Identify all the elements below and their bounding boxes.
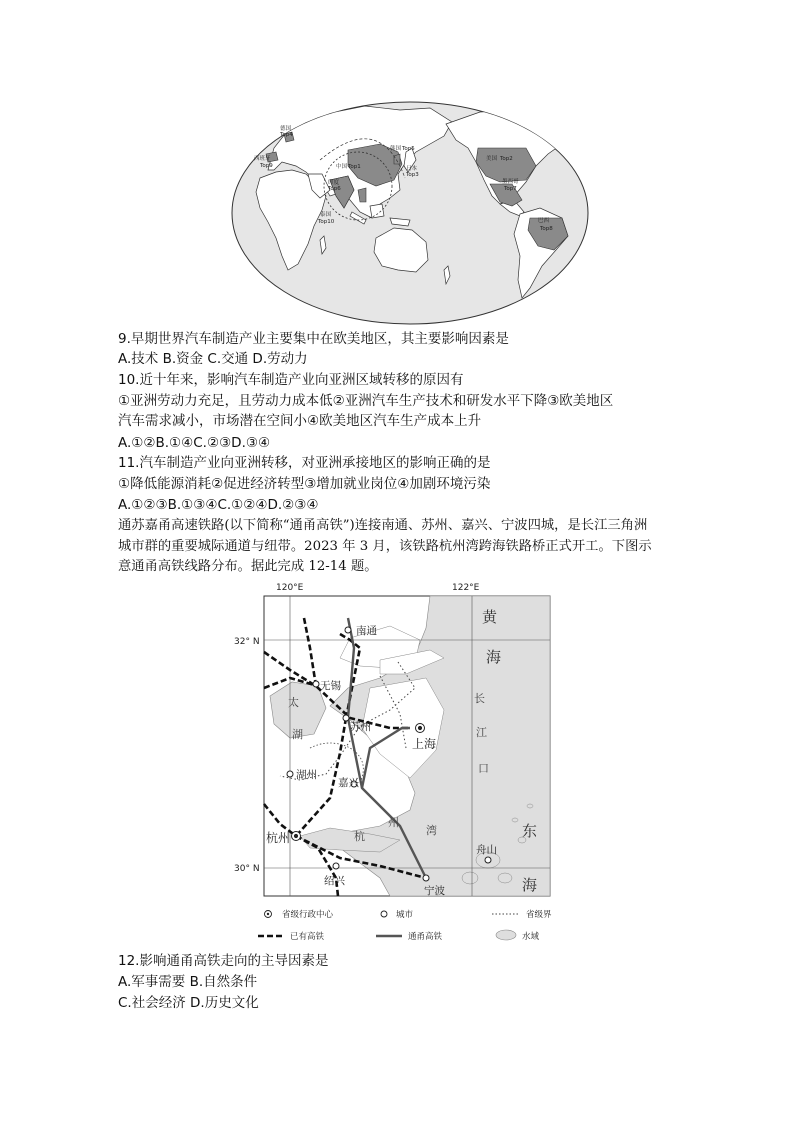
- nantong-marker: [345, 627, 351, 633]
- world-map: [230, 100, 590, 326]
- water-hang: 杭: [354, 830, 365, 843]
- water-tai: 太: [288, 696, 299, 709]
- label-spain: 西班牙: [254, 156, 271, 162]
- label-japan-rank: Top3: [406, 172, 419, 178]
- city-zhoushan: 舟山: [476, 844, 497, 856]
- label-india-rank: Top6: [328, 186, 341, 192]
- label-usa: 美国: [486, 156, 498, 162]
- label-thailand: 泰国: [320, 212, 332, 218]
- city-shaoxing: 绍兴: [324, 875, 345, 887]
- lon-122-label: 122°E: [452, 583, 480, 593]
- q12-stem: 12.影响通甬高铁走向的主导因素是: [118, 953, 329, 969]
- label-korea: 韩国: [390, 146, 402, 152]
- wuxi-marker: [313, 681, 319, 687]
- city-ningbo: 宁波: [424, 885, 445, 897]
- label-brazil-rank: Top8: [540, 226, 553, 232]
- q11-options: A.①②③B.①③④C.①②④D.②③④: [118, 497, 319, 513]
- water-wan: 湾: [426, 824, 437, 837]
- label-korea-rank: Top5: [402, 146, 415, 152]
- korea-shaded: [394, 154, 400, 164]
- suzhou-marker: [343, 715, 349, 721]
- water-dong: 东: [522, 822, 538, 840]
- city-shanghai: 上海: [412, 737, 437, 751]
- water-hai: 海: [486, 648, 502, 666]
- hangzhou-marker-inner: [294, 834, 297, 837]
- label-spain-rank: Top9: [260, 163, 273, 169]
- water-jiang: 江: [476, 726, 487, 739]
- huzhou-marker: [287, 771, 293, 777]
- water-chang: 长: [474, 692, 485, 705]
- water-hai2: 海: [522, 876, 538, 894]
- legend-city: 城市: [396, 910, 414, 920]
- q10-stem: 10.近十年来，影响汽车制造产业向亚洲区域转移的原因有: [118, 372, 464, 388]
- rail-map: [230, 578, 570, 946]
- legend: [258, 909, 552, 942]
- label-germany-rank: Top4: [280, 132, 293, 138]
- water-kou: 口: [478, 762, 489, 775]
- label-india: 印度: [328, 180, 340, 186]
- city-huzhou: 湖州: [296, 769, 317, 781]
- city-suzhou: 苏州: [350, 721, 371, 733]
- city-jiaxing: 嘉兴: [338, 777, 359, 789]
- passage-line3: 意通甬高铁线路分布。据此完成 12-14 题。: [118, 559, 378, 574]
- legend-boundary: 省级界: [526, 910, 552, 920]
- legend-water: 水域: [522, 932, 540, 942]
- city-wuxi: 无锡: [320, 680, 341, 692]
- label-mexico: 墨西哥: [502, 179, 519, 185]
- q10-line1: ①亚洲劳动力充足，且劳动力成本低②亚洲汽车生产技术和研发水平下降③欧美地区: [118, 393, 614, 409]
- legend-city-icon: [381, 911, 387, 917]
- q12-options2: C.社会经济 D.历史文化: [118, 995, 259, 1011]
- legend-water-icon: [496, 930, 516, 940]
- city-hangzhou: 杭州: [266, 831, 291, 845]
- shaoxing-marker: [333, 863, 339, 869]
- label-thailand-rank: Top10: [318, 219, 335, 225]
- borneo-landmass: [370, 204, 384, 218]
- q11-line1: ①降低能源消耗②促进经济转型③增加就业岗位④加剧环境污染: [118, 476, 491, 492]
- passage-line2: 城市群的重要城际通道与纽带。2023 年 3 月，该铁路杭州湾跨海铁路桥正式开工。下图示: [118, 539, 652, 554]
- label-mexico-rank: Top7: [504, 186, 517, 192]
- zhoushan-marker: [485, 857, 491, 863]
- water-hu: 湖: [292, 728, 303, 741]
- ningbo-marker: [423, 875, 429, 881]
- lon-120-label: 120°E: [276, 583, 304, 593]
- legend-existing-rail: 已有高铁: [290, 932, 325, 942]
- lat-30-label: 30° N: [234, 864, 260, 874]
- label-japan: 日本: [406, 166, 418, 172]
- legend-capital-dot: [267, 913, 269, 915]
- q10-line2: 汽车需求减小，市场潜在空间小④欧美地区汽车生产成本上升: [118, 413, 482, 429]
- passage-line1: 通苏嘉甬高速铁路(以下简称“通甬高铁”)连接南通、苏州、嘉兴、宁波四城，是长江三角洲: [118, 518, 648, 533]
- q11-stem: 11.汽车制造产业向亚洲转移，对亚洲承接地区的影响正确的是: [118, 455, 491, 471]
- legend-capital: 省级行政中心: [282, 910, 334, 920]
- label-china: 中国: [336, 164, 348, 170]
- label-usa-rank: Top2: [500, 156, 513, 162]
- shanghai-marker-inner: [418, 726, 421, 729]
- label-china-rank: Top1: [348, 164, 361, 170]
- greenland-landmass: [542, 104, 576, 128]
- q9-options: A.技术 B.资金 C.交通 D.劳动力: [118, 351, 308, 367]
- label-germany: 德国: [280, 126, 292, 132]
- label-brazil: 巴西: [538, 218, 550, 224]
- water-huang: 黄: [482, 608, 498, 626]
- q12-options1: A.军事需要 B.自然条件: [118, 974, 258, 990]
- q9-stem: 9.早期世界汽车制造产业主要集中在欧美地区，其主要影响因素是: [118, 331, 509, 347]
- water-zhou: 州: [388, 816, 399, 829]
- legend-tongyong-rail: 通甬高铁: [408, 932, 443, 942]
- q10-options: A.①②B.①④C.②③D.③④: [118, 435, 271, 451]
- lat-32-label: 32° N: [234, 637, 260, 647]
- city-nantong: 南通: [356, 625, 377, 637]
